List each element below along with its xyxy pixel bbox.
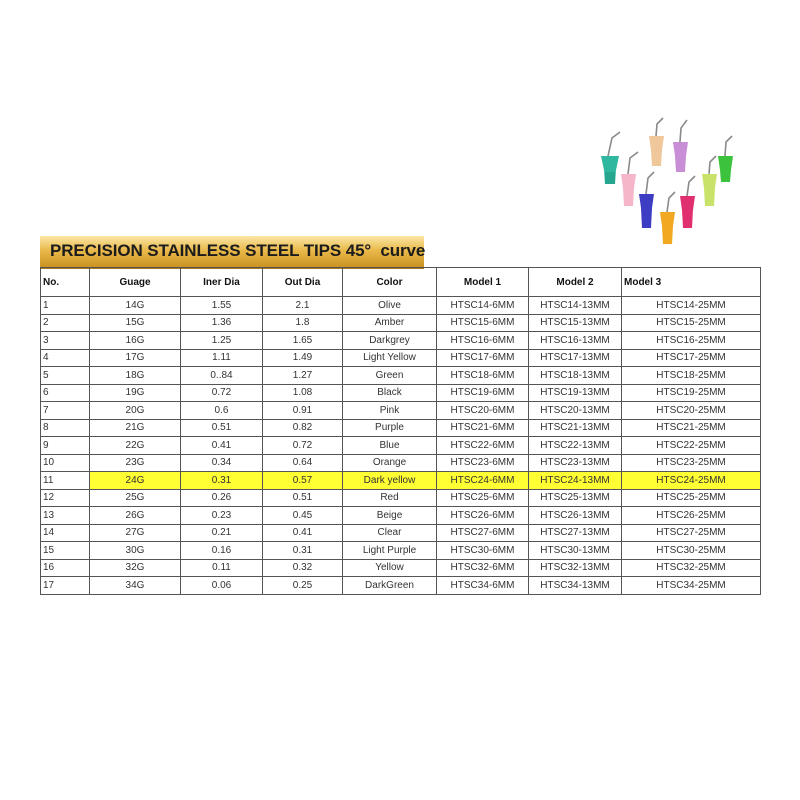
cell-color: Black	[343, 384, 437, 402]
cell-no: 4	[41, 349, 90, 367]
cell-model-2: HTSC22-13MM	[529, 437, 622, 455]
cell-model-1: HTSC34-6MM	[437, 577, 529, 595]
cell-iner-dia: 1.36	[181, 314, 263, 332]
table-row	[41, 472, 761, 490]
cell-iner-dia: 0.72	[181, 384, 263, 402]
cell-no: 11	[41, 472, 90, 490]
cell-model-1: HTSC30-6MM	[437, 542, 529, 560]
table-row	[41, 349, 761, 367]
cell-out-dia: 0.72	[263, 437, 343, 455]
cell-model-3: HTSC16-25MM	[622, 332, 761, 350]
table-row	[41, 437, 761, 455]
cell-color: Dark yellow	[343, 472, 437, 490]
cell-out-dia: 0.41	[263, 524, 343, 542]
tip-orange	[660, 192, 675, 244]
cell-no: 6	[41, 384, 90, 402]
cell-iner-dia: 1.25	[181, 332, 263, 350]
cell-out-dia: 0.51	[263, 489, 343, 507]
cell-iner-dia: 0.41	[181, 437, 263, 455]
cell-model-1: HTSC21-6MM	[437, 419, 529, 437]
tip-teal	[601, 132, 620, 184]
cell-model-3: HTSC23-25MM	[622, 454, 761, 472]
cell-out-dia: 1.8	[263, 314, 343, 332]
cell-iner-dia: 0.26	[181, 489, 263, 507]
column-header-out-dia: Out Dia	[263, 268, 343, 297]
cell-out-dia: 1.49	[263, 349, 343, 367]
table-header-row	[41, 268, 761, 297]
cell-model-1: HTSC18-6MM	[437, 367, 529, 385]
table-row	[41, 332, 761, 350]
cell-iner-dia: 0.21	[181, 524, 263, 542]
tip-light-yellow	[702, 156, 717, 206]
cell-guage: 32G	[90, 559, 181, 577]
table-row	[41, 454, 761, 472]
cell-guage: 14G	[90, 297, 181, 315]
cell-model-3: HTSC24-25MM	[622, 472, 761, 490]
cell-out-dia: 1.27	[263, 367, 343, 385]
cell-guage: 27G	[90, 524, 181, 542]
tip-green	[718, 136, 733, 182]
cell-guage: 26G	[90, 507, 181, 525]
tip-blue	[639, 172, 654, 228]
cell-model-3: HTSC19-25MM	[622, 384, 761, 402]
table-row	[41, 577, 761, 595]
table-row	[41, 402, 761, 420]
cell-color: Light Yellow	[343, 349, 437, 367]
cell-no: 12	[41, 489, 90, 507]
cell-model-2: HTSC23-13MM	[529, 454, 622, 472]
cell-color: Clear	[343, 524, 437, 542]
cell-model-1: HTSC25-6MM	[437, 489, 529, 507]
cell-model-2: HTSC15-13MM	[529, 314, 622, 332]
cell-model-2: HTSC20-13MM	[529, 402, 622, 420]
cell-iner-dia: 0.11	[181, 559, 263, 577]
cell-model-1: HTSC26-6MM	[437, 507, 529, 525]
cell-model-1: HTSC16-6MM	[437, 332, 529, 350]
cell-no: 1	[41, 297, 90, 315]
cell-iner-dia: 0.34	[181, 454, 263, 472]
cell-no: 3	[41, 332, 90, 350]
cell-model-2: HTSC34-13MM	[529, 577, 622, 595]
column-header-model-2: Model 2	[529, 268, 622, 297]
column-header-no: No.	[41, 268, 90, 297]
cell-guage: 15G	[90, 314, 181, 332]
cell-guage: 22G	[90, 437, 181, 455]
cell-guage: 25G	[90, 489, 181, 507]
cell-color: Blue	[343, 437, 437, 455]
cell-iner-dia: 0.51	[181, 419, 263, 437]
cell-color: Orange	[343, 454, 437, 472]
cell-guage: 34G	[90, 577, 181, 595]
cell-iner-dia: 0..84	[181, 367, 263, 385]
cell-model-1: HTSC27-6MM	[437, 524, 529, 542]
cell-model-2: HTSC18-13MM	[529, 367, 622, 385]
table-row	[41, 524, 761, 542]
table-row	[41, 559, 761, 577]
cell-color: Pink	[343, 402, 437, 420]
cell-guage: 24G	[90, 472, 181, 490]
cell-model-1: HTSC24-6MM	[437, 472, 529, 490]
cell-model-3: HTSC20-25MM	[622, 402, 761, 420]
tip-red	[680, 176, 695, 228]
cell-guage: 17G	[90, 349, 181, 367]
cell-model-1: HTSC32-6MM	[437, 559, 529, 577]
cell-model-1: HTSC19-6MM	[437, 384, 529, 402]
cell-model-2: HTSC19-13MM	[529, 384, 622, 402]
cell-model-1: HTSC14-6MM	[437, 297, 529, 315]
table-row	[41, 507, 761, 525]
cell-guage: 21G	[90, 419, 181, 437]
cell-model-3: HTSC14-25MM	[622, 297, 761, 315]
cell-guage: 19G	[90, 384, 181, 402]
table-body	[41, 297, 761, 595]
cell-color: Light Purple	[343, 542, 437, 560]
cell-out-dia: 0.64	[263, 454, 343, 472]
cell-iner-dia: 1.55	[181, 297, 263, 315]
table-row	[41, 542, 761, 560]
cell-model-1: HTSC20-6MM	[437, 402, 529, 420]
column-header-color: Color	[343, 268, 437, 297]
dispensing-tips-image	[590, 112, 750, 252]
cell-model-3: HTSC17-25MM	[622, 349, 761, 367]
cell-model-3: HTSC34-25MM	[622, 577, 761, 595]
cell-model-2: HTSC30-13MM	[529, 542, 622, 560]
table-row	[41, 419, 761, 437]
cell-out-dia: 0.31	[263, 542, 343, 560]
cell-no: 17	[41, 577, 90, 595]
specifications-table	[40, 267, 761, 595]
cell-color: Beige	[343, 507, 437, 525]
cell-out-dia: 0.91	[263, 402, 343, 420]
cell-model-3: HTSC32-25MM	[622, 559, 761, 577]
cell-model-1: HTSC23-6MM	[437, 454, 529, 472]
column-header-iner-dia: Iner Dia	[181, 268, 263, 297]
cell-no: 8	[41, 419, 90, 437]
column-header-guage: Guage	[90, 268, 181, 297]
cell-color: Darkgrey	[343, 332, 437, 350]
table-row	[41, 314, 761, 332]
cell-model-2: HTSC26-13MM	[529, 507, 622, 525]
cell-color: Olive	[343, 297, 437, 315]
cell-iner-dia: 0.23	[181, 507, 263, 525]
tip-purple	[673, 120, 688, 172]
cell-iner-dia: 1.11	[181, 349, 263, 367]
cell-no: 13	[41, 507, 90, 525]
cell-out-dia: 2.1	[263, 297, 343, 315]
cell-color: DarkGreen	[343, 577, 437, 595]
cell-model-2: HTSC25-13MM	[529, 489, 622, 507]
cell-model-3: HTSC18-25MM	[622, 367, 761, 385]
cell-model-1: HTSC22-6MM	[437, 437, 529, 455]
cell-out-dia: 0.45	[263, 507, 343, 525]
cell-model-3: HTSC25-25MM	[622, 489, 761, 507]
cell-no: 5	[41, 367, 90, 385]
cell-model-3: HTSC22-25MM	[622, 437, 761, 455]
table-row	[41, 367, 761, 385]
cell-model-3: HTSC26-25MM	[622, 507, 761, 525]
table-row	[41, 297, 761, 315]
cell-guage: 18G	[90, 367, 181, 385]
cell-guage: 20G	[90, 402, 181, 420]
cell-out-dia: 1.08	[263, 384, 343, 402]
cell-iner-dia: 0.06	[181, 577, 263, 595]
cell-no: 7	[41, 402, 90, 420]
cell-guage: 23G	[90, 454, 181, 472]
cell-model-2: HTSC16-13MM	[529, 332, 622, 350]
cell-color: Purple	[343, 419, 437, 437]
cell-iner-dia: 0.31	[181, 472, 263, 490]
column-header-model-1: Model 1	[437, 268, 529, 297]
cell-out-dia: 0.32	[263, 559, 343, 577]
cell-model-3: HTSC21-25MM	[622, 419, 761, 437]
cell-out-dia: 1.65	[263, 332, 343, 350]
cell-iner-dia: 0.6	[181, 402, 263, 420]
table-row	[41, 489, 761, 507]
cell-no: 2	[41, 314, 90, 332]
cell-no: 15	[41, 542, 90, 560]
tip-light-pink	[621, 152, 638, 206]
cell-model-2: HTSC32-13MM	[529, 559, 622, 577]
cell-no: 10	[41, 454, 90, 472]
cell-iner-dia: 0.16	[181, 542, 263, 560]
cell-model-2: HTSC21-13MM	[529, 419, 622, 437]
cell-model-1: HTSC17-6MM	[437, 349, 529, 367]
cell-model-3: HTSC15-25MM	[622, 314, 761, 332]
cell-out-dia: 0.82	[263, 419, 343, 437]
cell-guage: 16G	[90, 332, 181, 350]
column-header-model-3: Model 3	[622, 268, 761, 297]
page-title: PRECISION STAINLESS STEEL TIPS 45° curve	[50, 241, 426, 260]
cell-out-dia: 0.57	[263, 472, 343, 490]
cell-guage: 30G	[90, 542, 181, 560]
cell-color: Red	[343, 489, 437, 507]
cell-no: 14	[41, 524, 90, 542]
cell-no: 9	[41, 437, 90, 455]
cell-color: Amber	[343, 314, 437, 332]
cell-model-1: HTSC15-6MM	[437, 314, 529, 332]
cell-color: Green	[343, 367, 437, 385]
cell-model-2: HTSC17-13MM	[529, 349, 622, 367]
cell-color: Yellow	[343, 559, 437, 577]
cell-model-3: HTSC27-25MM	[622, 524, 761, 542]
cell-no: 16	[41, 559, 90, 577]
tip-beige	[649, 118, 664, 166]
cell-model-2: HTSC27-13MM	[529, 524, 622, 542]
cell-model-3: HTSC30-25MM	[622, 542, 761, 560]
table-row	[41, 384, 761, 402]
cell-out-dia: 0.25	[263, 577, 343, 595]
cell-model-2: HTSC14-13MM	[529, 297, 622, 315]
title-banner	[40, 236, 424, 269]
cell-model-2: HTSC24-13MM	[529, 472, 622, 490]
